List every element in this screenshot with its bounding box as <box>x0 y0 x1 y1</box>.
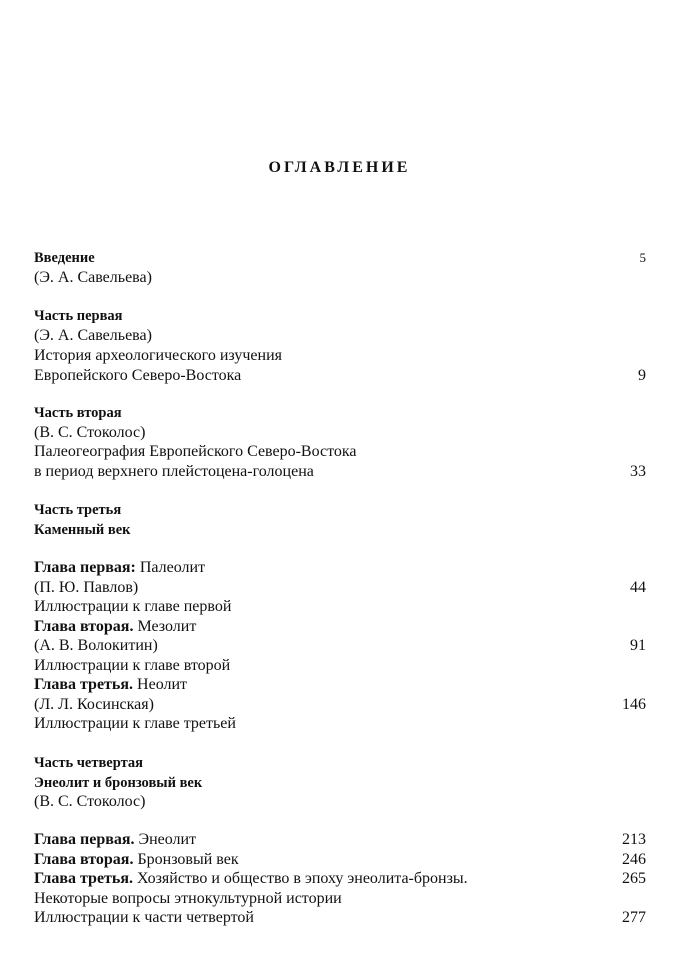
toc-line <box>34 792 646 812</box>
intro-author: (Э. А. Савельева) <box>34 269 152 286</box>
part3-ch3-page: 146 <box>622 696 646 713</box>
part3-ch1-label: Глава первая: <box>34 559 136 576</box>
part4-ch3-subtitle: Некоторые вопросы этнокультурной истории <box>34 890 342 907</box>
toc-line <box>34 442 646 462</box>
toc-chapter <box>34 675 646 695</box>
part3-ch1-author: (П. Ю. Павлов) <box>34 579 139 596</box>
part2-title-line1: Палеогеография Европейского Северо-Востока <box>34 443 357 460</box>
toc-line <box>34 714 646 734</box>
toc-line <box>34 695 646 715</box>
page-title: ОГЛАВЛЕНИЕ <box>268 159 411 176</box>
part3-ch1-page: 44 <box>630 579 646 596</box>
toc-entry-part2 <box>34 403 646 423</box>
part4-ch1-label: Глава первая. <box>34 831 135 848</box>
toc-entry-part3 <box>34 500 646 520</box>
toc-line <box>34 636 646 656</box>
part4-ch1-title: Энеолит <box>134 831 197 848</box>
part3-ch3-illus: Иллюстрации к главе третьей <box>34 715 236 732</box>
part4-ch3-label: Глава третья. <box>34 870 134 887</box>
toc-line <box>34 597 646 617</box>
toc-chapter <box>34 558 646 578</box>
part1-title-line2: Европейского Северо-Востока <box>34 367 242 384</box>
toc-chapter <box>34 850 646 870</box>
part2-title-line2: в период верхнего плейстоцена-голоцена <box>34 463 314 480</box>
part3-ch3-title: Неолит <box>133 676 188 693</box>
part3-ch2-page: 91 <box>630 637 646 654</box>
part3-ch1-illus: Иллюстрации к главе первой <box>34 598 232 615</box>
toc-chapter <box>34 830 646 850</box>
toc-line <box>34 578 646 598</box>
toc-line <box>34 326 646 346</box>
part1-author: (Э. А. Савельева) <box>34 327 152 344</box>
part1-title-line1: История археологического изучения <box>34 347 283 364</box>
toc-line <box>34 462 646 482</box>
part4-illus: Иллюстрации к части четвертой <box>34 909 254 926</box>
toc-line <box>34 889 646 909</box>
part4-illus-page: 277 <box>622 909 646 926</box>
intro-page: 5 <box>639 250 646 265</box>
part2-heading: Часть вторая <box>34 405 122 421</box>
toc-line <box>34 423 646 443</box>
intro-heading: Введение <box>34 250 95 266</box>
part4-author: (В. С. Стоколос) <box>34 793 146 810</box>
part3-ch1-title: Палеолит <box>135 559 206 576</box>
toc-entry-part1 <box>34 306 646 326</box>
part4-ch2-title: Бронзовый век <box>133 851 239 868</box>
toc-line <box>34 908 646 928</box>
toc-line <box>34 773 646 793</box>
part3-subheading: Каменный век <box>34 522 131 538</box>
toc-line <box>34 268 646 288</box>
part3-ch2-author: (А. В. Волокитин) <box>34 637 158 654</box>
part3-ch2-title: Мезолит <box>133 618 197 635</box>
part4-subheading: Энеолит и бронзовый век <box>34 775 203 791</box>
toc-chapter <box>34 617 646 637</box>
part4-heading: Часть четвертая <box>34 755 144 771</box>
part4-ch3-page: 265 <box>622 870 646 887</box>
toc-line <box>34 366 646 386</box>
toc-line <box>34 656 646 676</box>
part3-ch2-label: Глава вторая. <box>34 618 134 635</box>
toc-line <box>34 346 646 366</box>
part1-page: 9 <box>638 367 646 384</box>
part3-heading: Часть третья <box>34 502 122 518</box>
toc-line <box>34 520 646 540</box>
toc-entry-part4 <box>34 753 646 773</box>
part3-ch2-illus: Иллюстрации к главе второй <box>34 657 231 674</box>
part4-ch3-title: Хозяйство и общество в эпоху энеолита-бронзы. <box>133 870 468 887</box>
part3-ch3-label: Глава третья. <box>34 676 134 693</box>
part2-page: 33 <box>630 463 646 480</box>
toc-entry-intro <box>34 248 646 268</box>
part4-ch2-label: Глава вторая. <box>34 851 134 868</box>
part4-ch2-page: 246 <box>622 851 646 868</box>
part1-heading: Часть первая <box>34 308 123 324</box>
toc-chapter <box>34 869 646 889</box>
part4-ch1-page: 213 <box>622 831 646 848</box>
part2-author: (В. С. Стоколос) <box>34 424 146 441</box>
part3-ch3-author: (Л. Л. Косинская) <box>34 696 154 713</box>
